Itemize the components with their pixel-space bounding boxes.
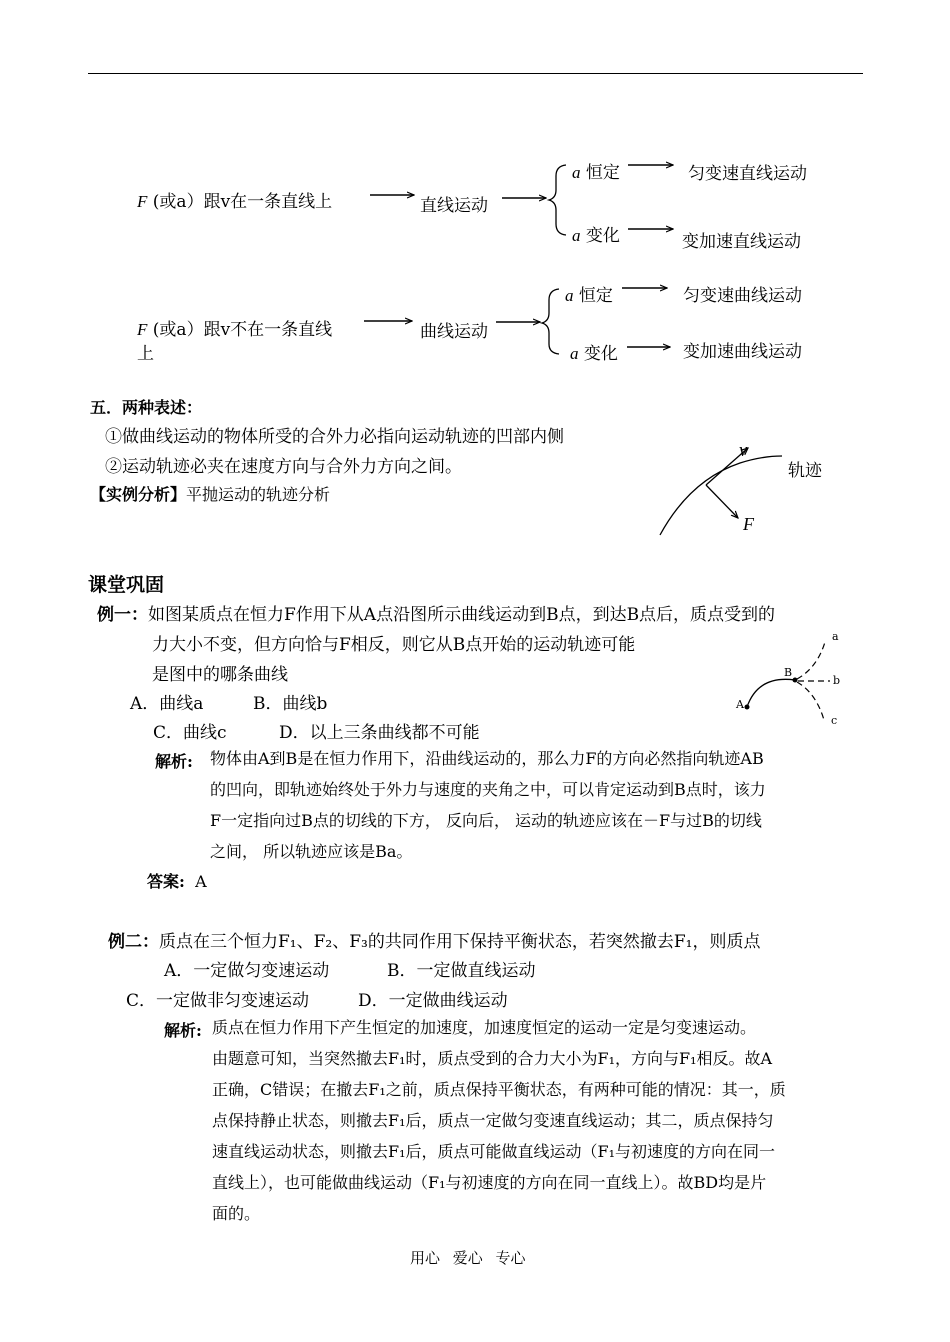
ex1-question-line2: 力大小不变，但方向恰与F相反，则它从B点开始的运动轨迹可能 bbox=[152, 635, 636, 655]
ex2-option-b: B．一定做直线运动 bbox=[387, 961, 536, 981]
diagram2-var-label: a 变化 bbox=[570, 344, 618, 364]
diagram1-condition: F (或a）跟v在一条直线上 bbox=[137, 192, 333, 212]
ex2-option-d: D．一定做曲线运动 bbox=[358, 991, 508, 1011]
consolidation-heading: 课堂巩固 bbox=[88, 574, 165, 596]
ex2-question: 例二：质点在三个恒力F₁、F₂、F₃的共同作用下保持平衡状态，若突然撤去F₁，则质点 bbox=[108, 932, 761, 952]
diagram2-condition-tail: 上 bbox=[137, 344, 154, 364]
ex1-analysis-label: 解析: bbox=[155, 752, 193, 771]
ex1-option-b: B．曲线b bbox=[253, 694, 328, 714]
ex1-analysis: 物体由A到B是在恒力作用下，沿曲线运动的，那么力F的方向必然指向轨迹AB 的凹向，即轨迹始终处于外力与速度的夹角之中，可以肯定运动到B点时，该力 F一定指向过B点的切线的下方， 反向后， 运动的轨迹应该在－F与过B的切线 之间， 所以轨迹应该是Ba。 bbox=[210, 749, 766, 861]
brace-2 bbox=[542, 289, 559, 354]
ex1-fig-c: c bbox=[831, 714, 838, 727]
fig-label-v: v bbox=[739, 440, 748, 461]
diagram1-motion: 直线运动 bbox=[420, 196, 488, 216]
diagram2-const-result: 匀变速曲线运动 bbox=[683, 286, 802, 306]
ex1-option-c: C．曲线c bbox=[153, 723, 227, 743]
ex1-fig-b: b bbox=[833, 674, 841, 687]
diagram2-var-result: 变加速曲线运动 bbox=[683, 342, 802, 362]
ex1-curve-c bbox=[797, 682, 824, 720]
diagram2-condition: F (或a）跟v不在一条直线 bbox=[137, 320, 333, 340]
diagram2-motion: 曲线运动 bbox=[420, 322, 488, 342]
diagram2-const-label: a 恒定 bbox=[565, 286, 613, 306]
ex2-option-a: A．一定做匀变速运动 bbox=[164, 961, 330, 981]
force-arrow bbox=[706, 485, 738, 518]
ex1-fig-a: a bbox=[832, 630, 839, 643]
ex1-fig-A: A bbox=[736, 698, 744, 711]
ex1-curve-AB bbox=[747, 679, 795, 707]
section5-item2: ②运动轨迹必夹在速度方向与合外力方向之间。 bbox=[105, 457, 462, 477]
diagram1-const-label: a 恒定 bbox=[572, 163, 620, 183]
ex2-option-c: C．一定做非匀变速运动 bbox=[126, 991, 310, 1011]
diagram1-var-label: a 变化 bbox=[572, 226, 620, 246]
ex1-curve-a bbox=[797, 642, 825, 679]
fig-label-track: 轨迹 bbox=[788, 461, 822, 481]
ex1-option-d: D．以上三条曲线都不可能 bbox=[279, 723, 480, 743]
brace-1 bbox=[549, 165, 566, 235]
section5-heading: 五．两种表述： bbox=[90, 398, 203, 417]
ex1-point-A bbox=[745, 705, 750, 710]
ex2-analysis-label: 解析: bbox=[164, 1021, 202, 1040]
ex1-question-line3: 是图中的哪条曲线 bbox=[152, 665, 288, 685]
ex1-fig-B: B bbox=[784, 666, 793, 679]
footer: 用心 爱心 专心 bbox=[410, 1249, 526, 1267]
diagram1-const-result: 匀变速直线运动 bbox=[688, 164, 807, 184]
diagram1-var-result: 变加速直线运动 bbox=[682, 232, 801, 252]
ex1-point-B bbox=[793, 678, 798, 683]
example-analysis: 【实例分析】平抛运动的轨迹分析 bbox=[90, 485, 331, 504]
trajectory-curve bbox=[660, 456, 782, 535]
ex1-answer: 答案: A bbox=[147, 872, 207, 891]
section5-item1: ①做曲线运动的物体所受的合外力必指向运动轨迹的凹部内侧 bbox=[105, 427, 564, 447]
ex2-analysis: 质点在恒力作用下产生恒定的加速度，加速度恒定的运动一定是匀变速运动。 由题意可知，当突然撤去F₁时，质点受到的合力大小为F₁，方向与F₁相反。故A 正确，C错误；在撤去F₁之前，质点保持平衡状态，有两种可能的情况：其一，质 点保持静止状态，则撤去F₁后，质点一定做匀变速直线运动；其二，质点保持匀 速直线运动状态，则撤去F₁后，质点可能做直线运动（F₁与初速度的方向在同一 直线上），也可能做曲线运动（F₁与初速度的方向在同一直线上）。故BD均是片 面的。 bbox=[212, 1018, 786, 1223]
fig-label-F: F bbox=[743, 514, 754, 534]
ex1-option-a: A．曲线a bbox=[130, 694, 204, 714]
ex1-question-line1: 例一：如图某质点在恒力F作用下从A点沿图所示曲线运动到B点，到达B点后，质点受到的 bbox=[97, 605, 776, 625]
